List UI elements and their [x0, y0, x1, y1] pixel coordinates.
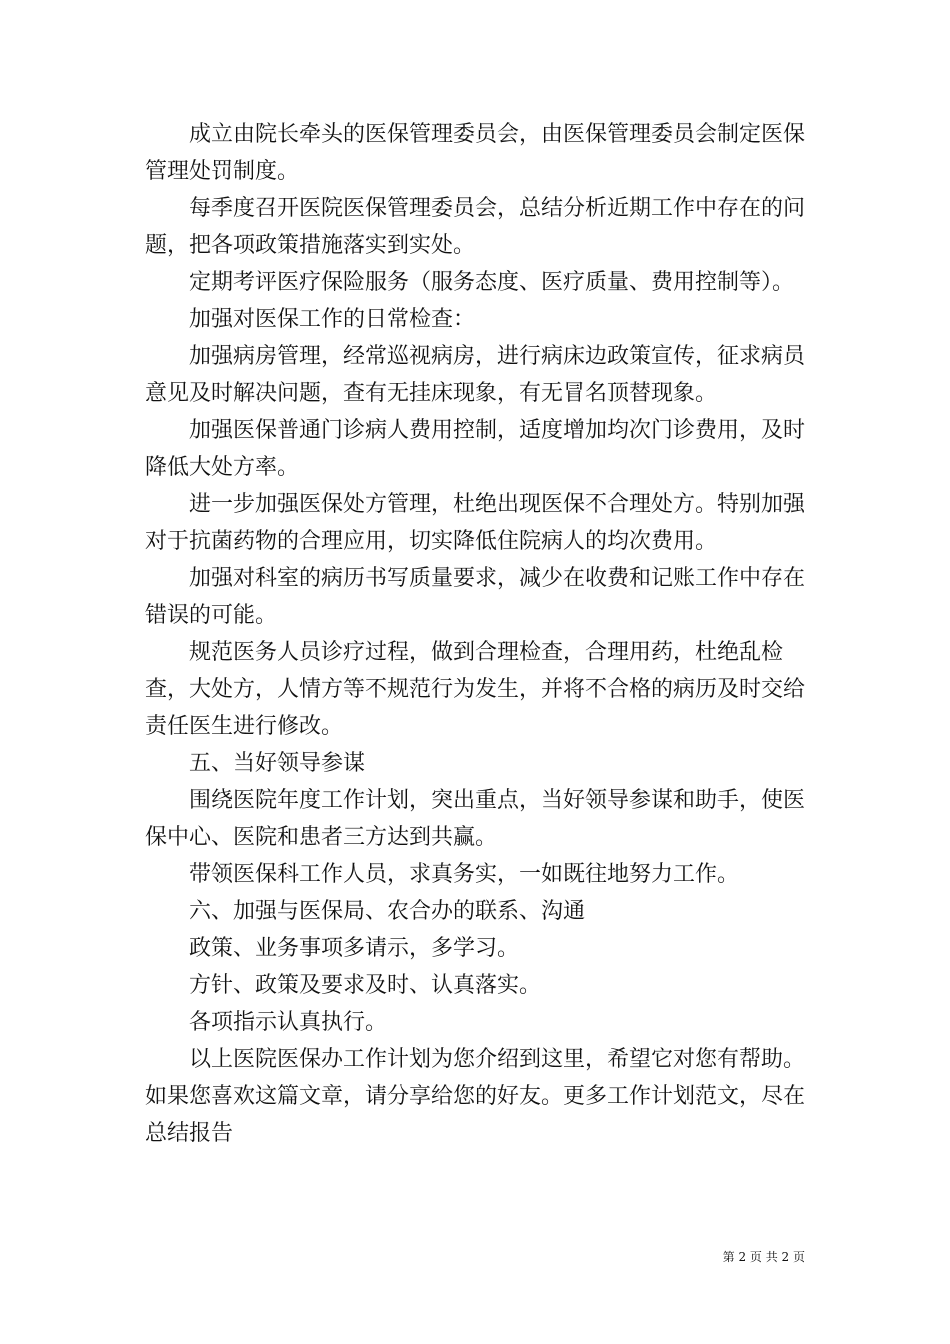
- closing-paragraph: 以上医院医保办工作计划为您介绍到这里，希望它对您有帮助。如果您喜欢这篇文章，请分享给您的好友。更多工作计划范文，尽在总结报告: [145, 1047, 806, 1146]
- paragraph-4: 加强对医保工作的日常检查：: [189, 307, 476, 332]
- paragraph-1: 成立由院长牵头的医保管理委员会，由医保管理委员会制定医保管理处罚制度。: [145, 122, 806, 184]
- paragraph-7: 进一步加强医保处方管理，杜绝出现医保不合理处方。特别加强对于抗菌药物的合理应用，切实降低住院病人的均次费用。: [145, 492, 806, 554]
- document-body: [145, 116, 813, 1152]
- paragraph-8: 加强对科室的病历书写质量要求，减少在收费和记账工作中存在错误的可能。: [145, 566, 806, 628]
- page-number-footer: 第 2 页 共 2 页: [722, 1250, 805, 1264]
- paragraph-6: 加强医保普通门诊病人费用控制，适度增加均次门诊费用，及时降低大处方率。: [145, 418, 806, 480]
- paragraph-2: 每季度召开医院医保管理委员会，总结分析近期工作中存在的问题，把各项政策措施落实到实处。: [145, 196, 806, 258]
- paragraph-13: 方针、政策及要求及时、认真落实。: [189, 973, 542, 998]
- section-heading-5: 五、当好领导参谋: [189, 751, 366, 776]
- paragraph-5: 加强病房管理，经常巡视病房，进行病床边政策宣传，征求病员意见及时解决问题，查有无挂床现象，有无冒名顶替现象。: [145, 344, 806, 406]
- paragraph-11: 带领医保科工作人员，求真务实，一如既往地努力工作。: [189, 862, 740, 887]
- paragraph-10: 围绕医院年度工作计划，突出重点，当好领导参谋和助手，使医保中心、医院和患者三方达到共赢。: [145, 788, 806, 850]
- paragraph-12: 政策、业务事项多请示，多学习。: [189, 936, 520, 961]
- paragraph-3: 定期考评医疗保险服务（服务态度、医疗质量、费用控制等）。: [189, 270, 795, 295]
- section-heading-6: 六、加强与医保局、农合办的联系、沟通: [189, 899, 586, 924]
- paragraph-9: 规范医务人员诊疗过程，做到合理检查，合理用药，杜绝乱检查，大处方，人情方等不规范行为发生，并将不合格的病历及时交给责任医生进行修改。: [145, 640, 806, 739]
- paragraph-14: 各项指示认真执行。: [189, 1010, 388, 1035]
